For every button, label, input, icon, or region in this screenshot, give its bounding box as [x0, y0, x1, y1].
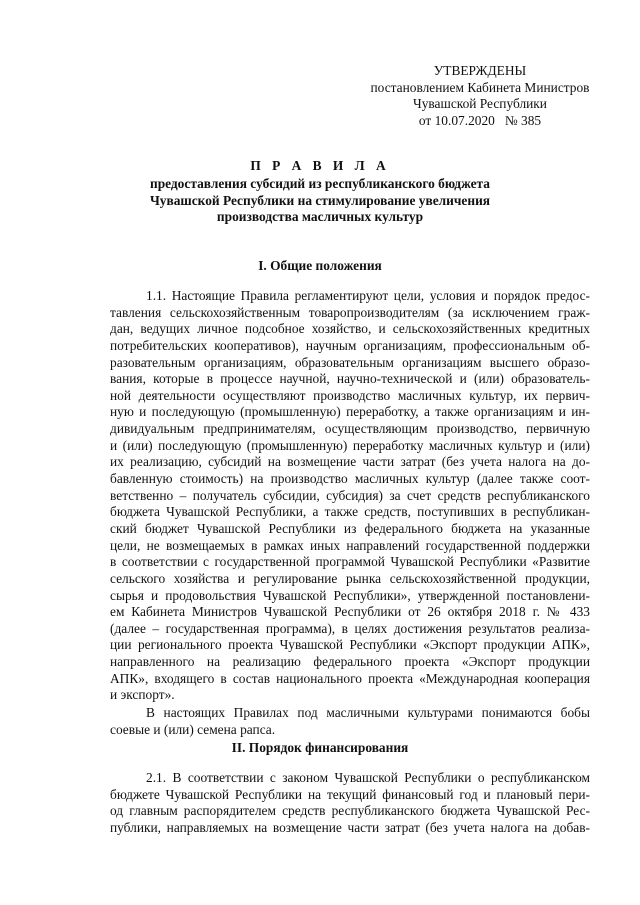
- paragraph: [110, 770, 590, 837]
- text-line: сельского хозяйства и регулирование рынка сельскохозяйственной продукции,: [110, 570, 590, 586]
- text-line: ной деятельности осуществляют производство масличных культур, их первич-: [110, 387, 590, 403]
- text-line: дивидуальным предпринимателям, осуществляющим производство, первичную: [110, 421, 590, 437]
- text-line: направленного на реализацию федерального проекта «Экспорт продукции: [110, 654, 590, 670]
- text-line: АПК», входящего в состав национального проекта «Международная кооперация: [110, 670, 590, 686]
- text-line: ем Кабинета Министров Чувашской Республики от 26 октября 2018 г. № 433: [110, 604, 590, 620]
- text-line: в соответствии с государственной программой Чувашской Республики «Развитие: [110, 554, 590, 570]
- text-line: разовательным организациям, образовательным организациям высшего образо-: [110, 354, 590, 370]
- text-line: ную и последующую (промышленную) переработку, а также организациям и ин-: [110, 404, 590, 420]
- text-line: их реализацию, субсидий на возмещение части затрат (без учета налога на до-: [110, 454, 590, 470]
- text-line: сырья и продовольствия Чувашской Республики», утвержденной постановлени-: [110, 587, 590, 603]
- text-line: бюджете Чувашской Республики на текущий финансовый год и плановый пери-: [110, 786, 590, 802]
- paragraph: [110, 288, 590, 704]
- text-line: соевые и (или) семена рапса.: [110, 721, 276, 737]
- title-rules-word: П Р А В И Л А: [250, 158, 390, 173]
- section-heading: I. Общие положения: [258, 258, 382, 273]
- text-line: ский бюджет Чувашской Республики из федерального бюджета на указанные: [110, 520, 590, 536]
- text-line: вания, которые в процессе научной, научно-технической и (или) образователь-: [110, 371, 590, 387]
- text-line: тавления сельскохозяйственным товаропроизводителям (за исключением граж-: [110, 304, 590, 320]
- approval-line: Чувашской Республики: [413, 96, 547, 112]
- text-line: 1.1. Настоящие Правила регламентируют цели, условия и порядок предос-: [146, 288, 590, 303]
- text-line: бавленную стоимость) на производство масличных культур (далее также соот-: [110, 471, 590, 487]
- text-line: бюджета Чувашской Республики, а также средств, поступивших в республикан-: [110, 504, 590, 520]
- title-line: предоставления субсидий из республиканского бюджета: [149, 175, 490, 191]
- text-line: В настоящих Правилах под масличными культурами понимаются бобы: [146, 705, 590, 720]
- title-line: Чувашской Республики на стимулирование увеличения: [149, 192, 491, 208]
- text-line: 2.1. В соответствии с законом Чувашской Республики о республиканском: [146, 770, 590, 785]
- approval-line: постановлением Кабинета Министров: [370, 79, 590, 95]
- paragraph: [110, 705, 590, 738]
- text-line: и (или) последующую (промышленную) переработку масличных культур и (или): [110, 437, 590, 453]
- text-line: публики, направляемых на возмещение части затрат (без учета налога на добав-: [110, 819, 590, 835]
- text-line: потребительских кооперативов), научным организациям, профессиональным об-: [110, 337, 590, 353]
- approval-date-number: от 10.07.2020 № 385: [418, 112, 542, 128]
- section-heading: II. Порядок финансирования: [231, 740, 409, 755]
- text-line: цели, не возмещаемых в рамках иных направлений государственной поддержки: [110, 537, 590, 553]
- approval-heading: УТВЕРЖДЕНЫ: [433, 63, 527, 78]
- text-line: дан, ведущих личное подсобное хозяйство, и сельскохозяйственных кредитных: [110, 321, 590, 337]
- text-line: ветственно – получатель субсидии, субсидия) за счет средств республиканского: [110, 487, 590, 503]
- text-line: ции регионального проекта Чувашской Республики «Экспорт продукции АПК»,: [110, 637, 590, 653]
- text-line: и экспорт».: [110, 687, 175, 703]
- text-line: од главным распорядителем средств республиканского бюджета Чувашской Рес-: [110, 803, 590, 819]
- approval-block: [330, 63, 630, 129]
- title-line: производства масличных культур: [216, 209, 424, 225]
- text-line: (далее – государственная программа), в целях достижения результатов реализа-: [110, 620, 590, 636]
- document-title: [40, 158, 600, 226]
